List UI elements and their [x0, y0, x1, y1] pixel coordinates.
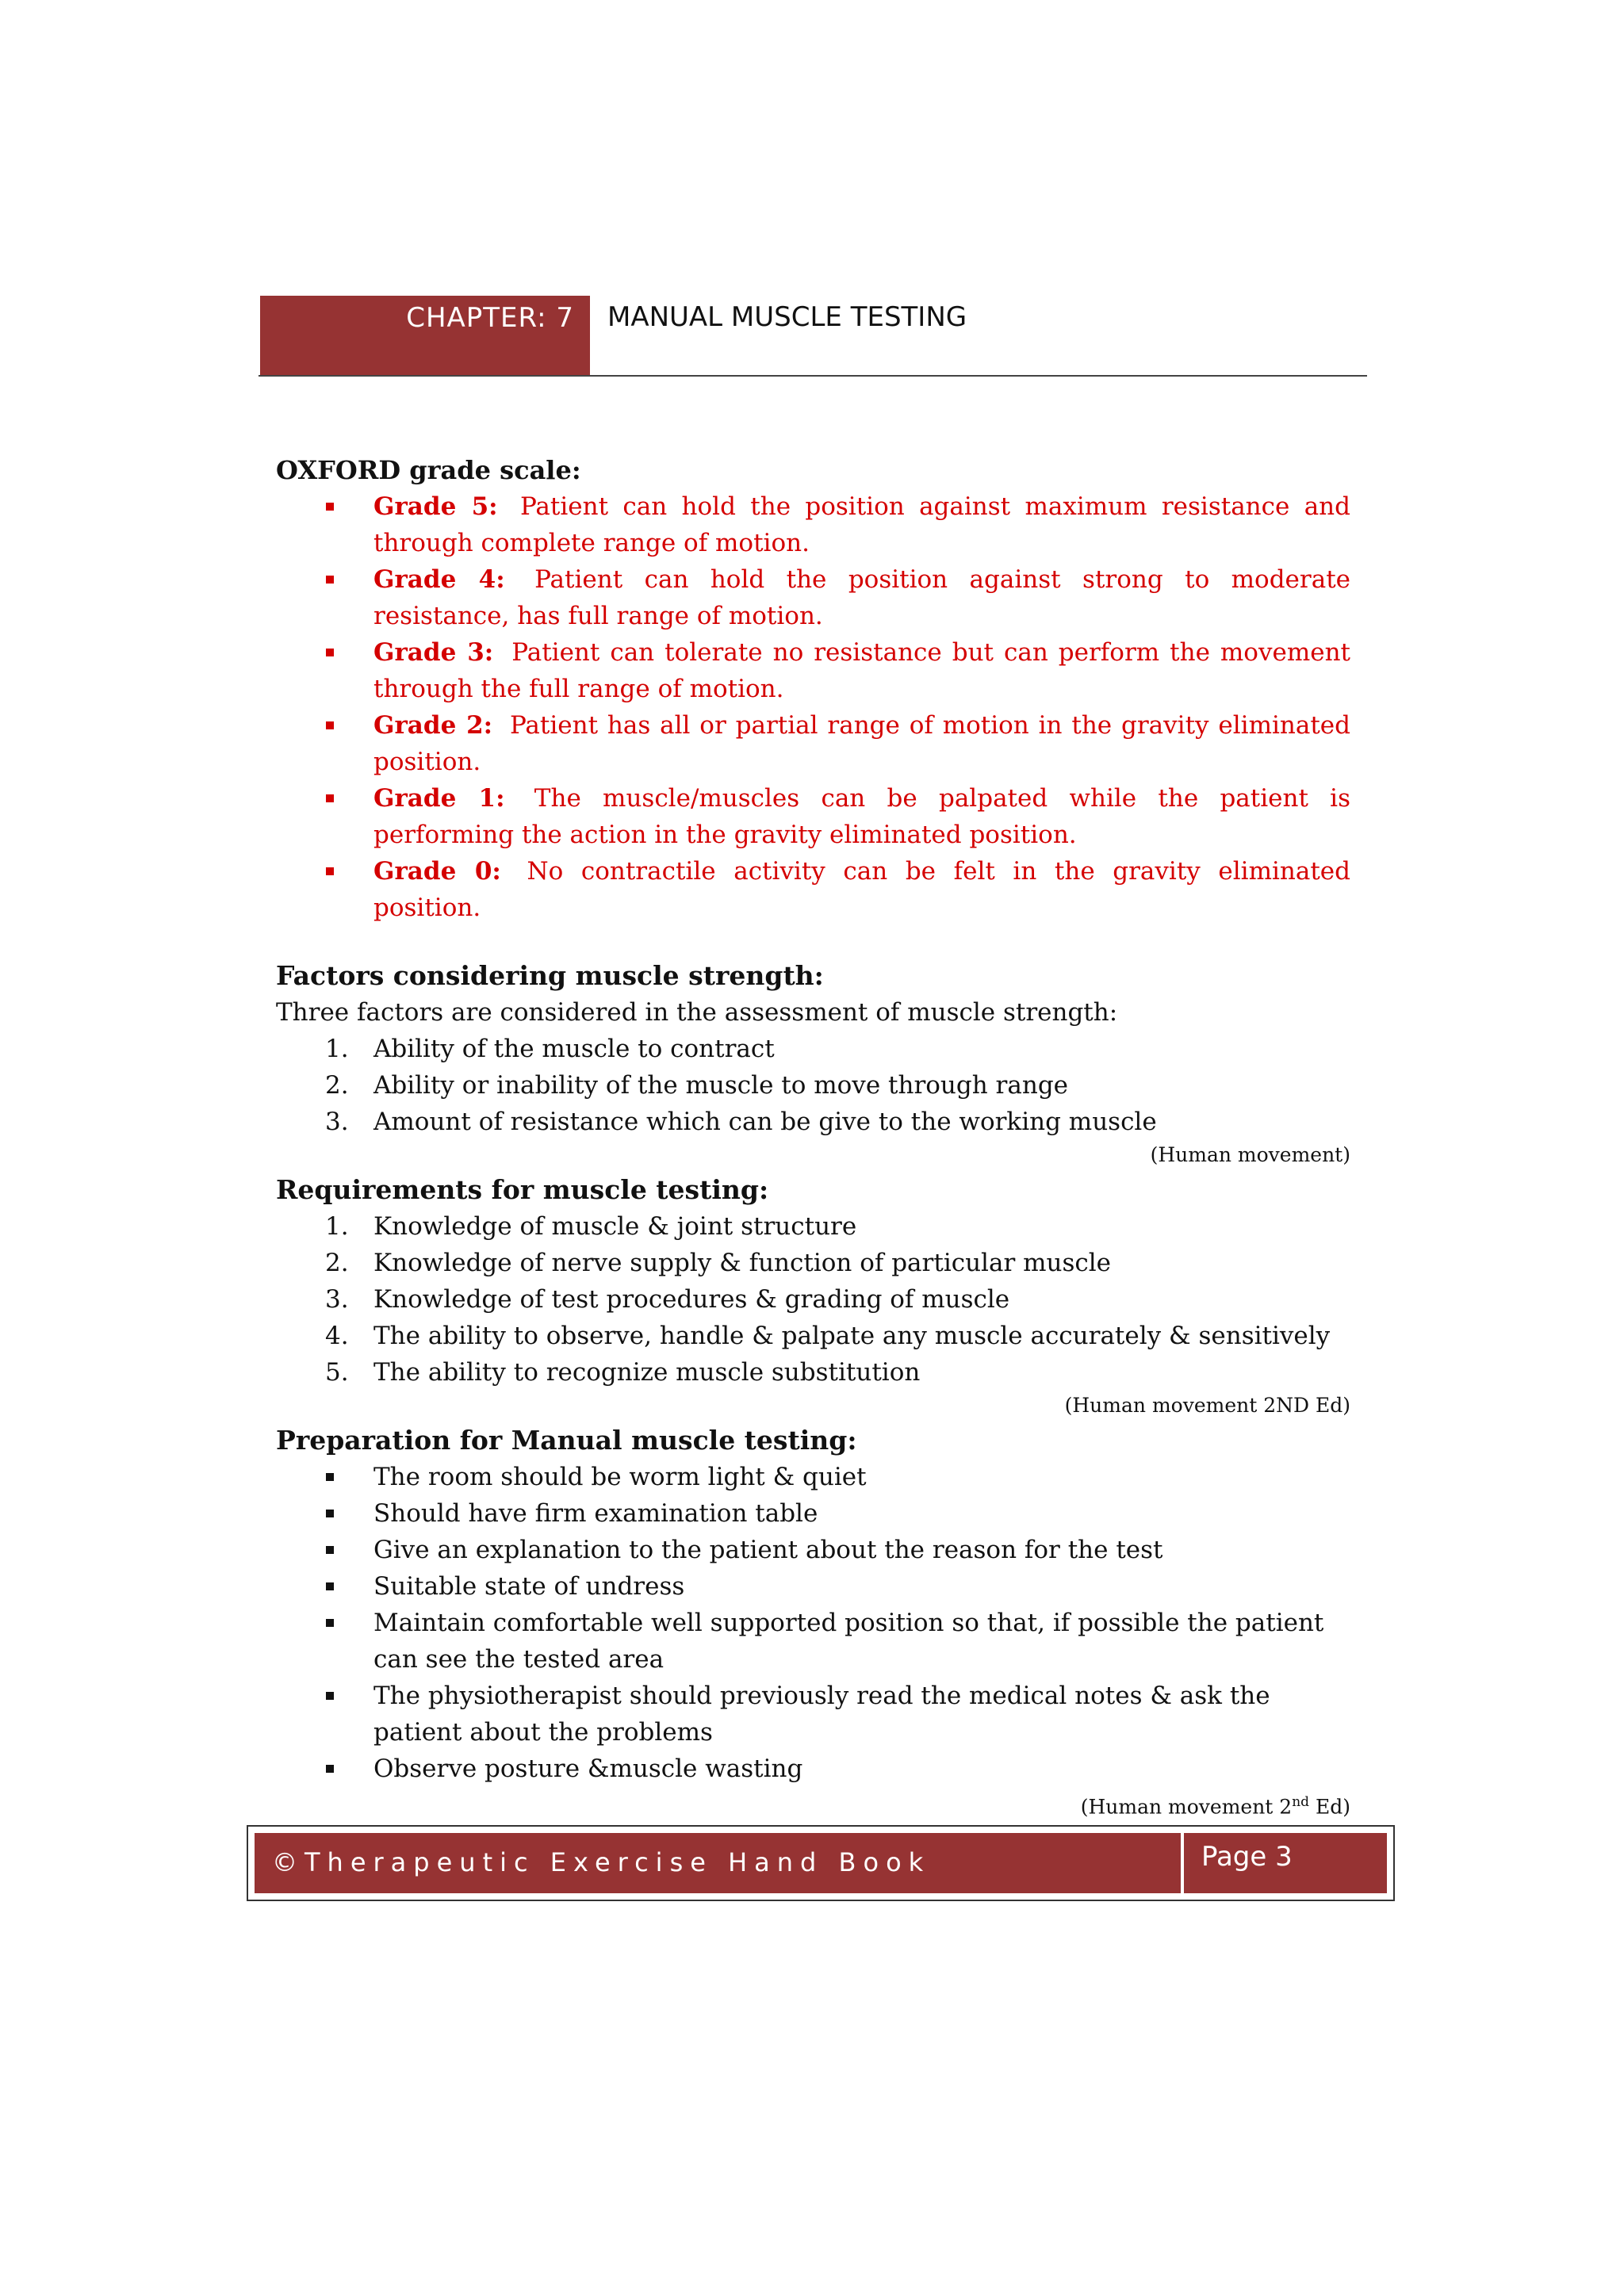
- grade-text: No contractile activity can be felt in the gravity eliminated position.: [373, 857, 1350, 922]
- factors-list: [276, 1031, 1350, 1140]
- chapter-label-box: [260, 296, 590, 375]
- preparation-item: Give an explanation to the patient about the reason for the test: [276, 1532, 1350, 1568]
- page-content: [276, 452, 1350, 1823]
- preparation-item: The physiotherapist should previously read the medical notes & ask the patient about the problems: [276, 1678, 1350, 1751]
- item-number: 2.: [325, 1249, 349, 1277]
- grade-item: [276, 561, 1350, 634]
- reference-superscript: nd: [1292, 1794, 1310, 1810]
- grade-text: Patient can tolerate no resistance but can perform the movement through the full range of motion.: [373, 638, 1350, 703]
- requirement-item: [276, 1208, 1350, 1245]
- factors-heading: Factors considering muscle strength:: [276, 960, 824, 991]
- grade-item: [276, 780, 1350, 853]
- preparation-item: The room should be worm light & quiet: [276, 1459, 1350, 1495]
- item-text: The ability to observe, handle & palpate any muscle accurately & sensitively: [373, 1322, 1331, 1350]
- grade-text: Patient can hold the position against maximum resistance and through complete range of motion.: [373, 492, 1350, 557]
- grade-label: Grade 5:: [373, 492, 498, 521]
- factors-intro: Three factors are considered in the assessment of muscle strength:: [276, 998, 1118, 1027]
- item-number: 2.: [325, 1071, 349, 1100]
- item-number: 3.: [325, 1285, 349, 1314]
- requirement-item: [276, 1354, 1350, 1391]
- factor-item: [276, 1031, 1350, 1067]
- grade-text: The muscle/muscles can be palpated while the patient is performing the action in the gravity eliminated position.: [373, 784, 1350, 849]
- footer-page-box: [1184, 1833, 1387, 1893]
- grade-item: [276, 707, 1350, 780]
- item-text: Knowledge of muscle & joint structure: [373, 1212, 857, 1241]
- requirements-list: [276, 1208, 1350, 1391]
- footer-book-title: ©Therapeutic Exercise Hand Book: [272, 1847, 931, 1877]
- item-text: Knowledge of nerve supply & function of particular muscle: [373, 1249, 1112, 1277]
- grade-item: [276, 488, 1350, 561]
- requirements-reference: (Human movement 2ND Ed): [1064, 1394, 1350, 1417]
- grade-label: Grade 4:: [373, 565, 505, 594]
- requirement-item: [276, 1281, 1350, 1318]
- footer-title-box: [255, 1833, 1181, 1893]
- grade-item: [276, 853, 1350, 926]
- chapter-label: CHAPTER: 7: [406, 302, 574, 334]
- page-footer: [247, 1825, 1395, 1901]
- item-number: 3.: [325, 1108, 349, 1136]
- grade-text: Patient has all or partial range of motion in the gravity eliminated position.: [373, 711, 1350, 776]
- preparation-reference: [276, 1789, 1350, 1820]
- factor-item: [276, 1067, 1350, 1104]
- preparation-item: Should have firm examination table: [276, 1495, 1350, 1532]
- oxford-heading: OXFORD grade scale:: [276, 455, 581, 485]
- grade-label: Grade 1:: [373, 784, 505, 813]
- item-number: 4.: [325, 1322, 349, 1350]
- item-number: 1.: [325, 1035, 349, 1063]
- requirements-heading: Requirements for muscle testing:: [276, 1174, 769, 1205]
- reference-end: Ed): [1309, 1795, 1350, 1819]
- item-text: Knowledge of test procedures & grading of muscle: [373, 1285, 1010, 1314]
- item-number: 1.: [325, 1212, 349, 1241]
- chapter-title: MANUAL MUSCLE TESTING: [607, 301, 967, 333]
- header-divider: [590, 296, 592, 375]
- grade-label: Grade 0:: [373, 857, 501, 886]
- grade-item: [276, 634, 1350, 707]
- preparation-heading: Preparation for Manual muscle testing:: [276, 1425, 857, 1456]
- grade-text: Patient can hold the position against strong to moderate resistance, has full range of motion.: [373, 565, 1350, 630]
- requirement-item: [276, 1245, 1350, 1281]
- grade-label: Grade 2:: [373, 711, 493, 740]
- page-number: Page 3: [1201, 1841, 1293, 1873]
- factors-reference: (Human movement): [1150, 1143, 1350, 1166]
- preparation-item: Suitable state of undress: [276, 1568, 1350, 1605]
- item-text: Ability or inability of the muscle to move through range: [373, 1071, 1069, 1100]
- preparation-item: Maintain comfortable well supported position so that, if possible the patient can see the tested area: [276, 1605, 1350, 1678]
- requirement-item: [276, 1318, 1350, 1354]
- item-text: The ability to recognize muscle substitution: [373, 1358, 921, 1387]
- reference-main: (Human movement 2: [1080, 1795, 1293, 1819]
- item-text: Ability of the muscle to contract: [373, 1035, 775, 1063]
- oxford-grade-list: [276, 488, 1350, 926]
- header-rule: [259, 375, 1367, 377]
- preparation-list: [276, 1459, 1350, 1787]
- item-number: 5.: [325, 1358, 349, 1387]
- item-text: Amount of resistance which can be give to the working muscle: [373, 1108, 1157, 1136]
- grade-label: Grade 3:: [373, 638, 494, 667]
- factor-item: [276, 1104, 1350, 1140]
- preparation-item: Observe posture &muscle wasting: [276, 1751, 1350, 1787]
